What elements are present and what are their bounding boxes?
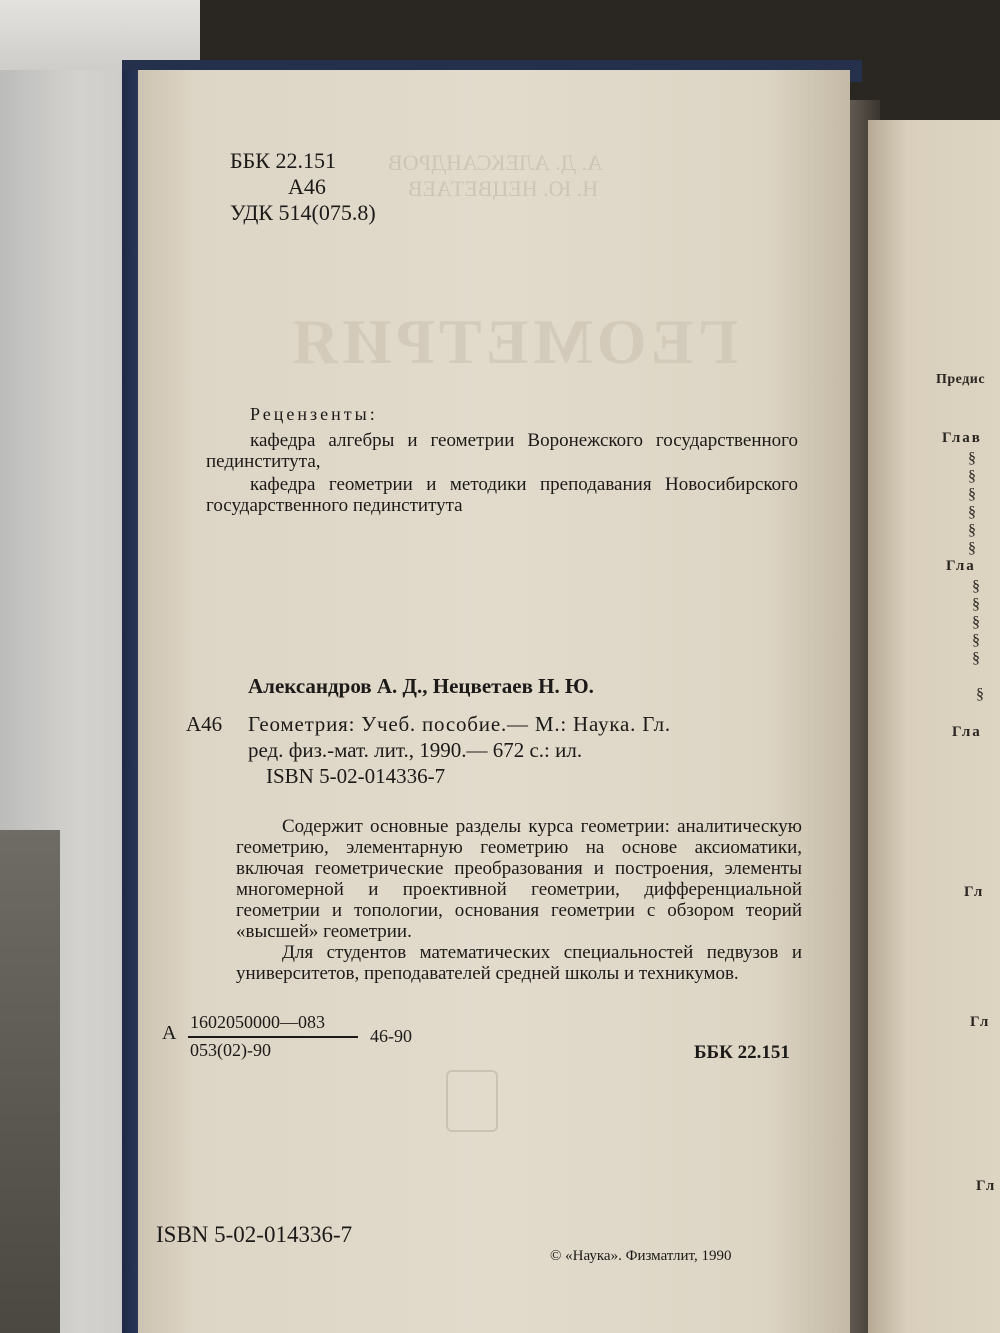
next-page-chapter: Гла	[946, 558, 976, 574]
annotation-audience: Для студентов математических специальностей педвузов и университетов, преподавателей средней школы и техникумов.	[236, 942, 802, 984]
next-page	[868, 120, 1000, 1333]
code-denominator: 053(02)-90	[190, 1040, 271, 1060]
code-number: 46-90	[370, 1026, 412, 1046]
next-page-chapter: Гл	[964, 884, 985, 900]
next-page-chapter: Глав	[942, 430, 982, 446]
reviewer-item: кафедра алгебры и геометрии Воронежского государственного пединститута,	[206, 430, 798, 472]
record-isbn: ISBN 5-02-014336-7	[266, 764, 446, 788]
section-sign-icon: §	[968, 504, 976, 521]
code-letter: А	[162, 1022, 177, 1044]
authors: Александров А. Д., Нецветаев Н. Ю.	[248, 674, 594, 698]
section-sign-icon: §	[968, 540, 976, 557]
section-sign-icon: §	[968, 468, 976, 485]
title-verso-page	[138, 70, 850, 1333]
show-through-authors: А. Д. АЛЕКСАНДРОВ	[388, 150, 603, 175]
section-sign-icon: §	[972, 596, 980, 613]
section-sign-icon: §	[972, 614, 980, 631]
next-page-chapter: Гл	[970, 1014, 991, 1030]
fraction-line	[188, 1036, 358, 1038]
show-through-logo	[446, 1070, 498, 1132]
bbk-bottom: ББК 22.151	[694, 1042, 790, 1063]
section-sign-icon: §	[972, 632, 980, 649]
section-sign-icon: §	[968, 522, 976, 539]
show-through-title: ГЕОМЕТРИЯ	[288, 306, 739, 377]
next-page-chapter: Гла	[952, 724, 982, 740]
next-page-chapter: Гл	[976, 1178, 997, 1194]
copyright: © «Наука». Физматлит, 1990	[550, 1248, 732, 1264]
record-index: А46	[186, 712, 223, 736]
section-sign-icon: §	[972, 650, 980, 667]
show-through-authors: Н. Ю. НЕЦВЕТАЕВ	[408, 176, 599, 201]
bbk-code: ББК 22.151	[230, 148, 336, 173]
book-description: Геометрия: Учеб. пособие.— М.: Наука. Гл.	[248, 712, 671, 736]
reviewers-heading: Рецензенты:	[250, 404, 378, 424]
code-numerator: 1602050000—083	[190, 1012, 325, 1032]
book-index: А46	[288, 174, 326, 199]
section-sign-icon: §	[976, 686, 984, 703]
section-sign-icon: §	[968, 486, 976, 503]
background-shadow	[0, 830, 60, 1333]
footer-isbn: ISBN 5-02-014336-7	[156, 1222, 353, 1247]
section-sign-icon: §	[968, 450, 976, 467]
book-description: ред. физ.-мат. лит., 1990.— 672 с.: ил.	[248, 738, 583, 762]
reviewer-item: кафедра геометрии и методики преподавания Новосибирского государственного пединститута	[206, 474, 798, 516]
udk-code: УДК 514(075.8)	[230, 200, 376, 225]
annotation-content: Содержит основные разделы курса геометрии: аналитическую геометрию, элементарную геометрию на основе аксиоматики, включая геометрические преобразования и построения, элементы многомерной и проективной геометрии, дифференциальной геометрии и топологии, основания геометрии с обзором теорий «высшей» геометрии.	[236, 816, 802, 942]
next-page-preface: Предис	[936, 372, 986, 387]
section-sign-icon: §	[972, 578, 980, 595]
